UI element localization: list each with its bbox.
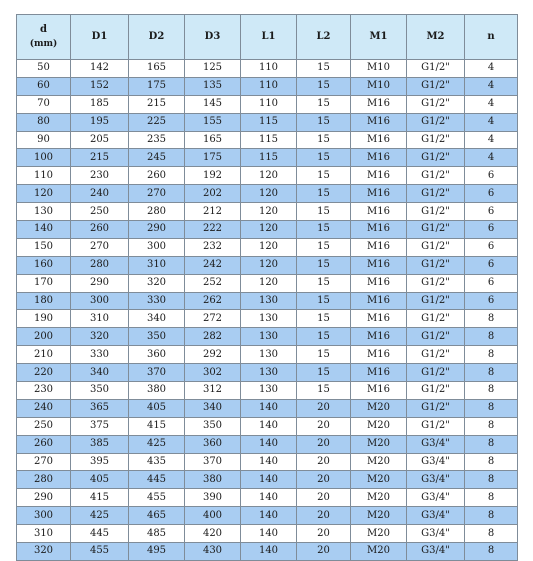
- cell-l2: 15: [297, 382, 351, 400]
- cell-l1: 140: [241, 399, 297, 417]
- cell-l2: 20: [297, 417, 351, 435]
- cell-d2: 495: [129, 543, 185, 561]
- cell-d1: 260: [71, 221, 129, 239]
- cell-m2: G1/2": [407, 149, 465, 167]
- cell-d3: 400: [185, 507, 241, 525]
- cell-m2: G1/2": [407, 238, 465, 256]
- cell-m1: M16: [351, 310, 407, 328]
- cell-d1: 375: [71, 417, 129, 435]
- table-row: [17, 185, 518, 203]
- cell-l1: 115: [241, 131, 297, 149]
- table-header: [17, 15, 518, 60]
- cell-d3: 360: [185, 435, 241, 453]
- cell-l2: 15: [297, 60, 351, 78]
- cell-d1: 185: [71, 95, 129, 113]
- cell-n: 8: [465, 543, 518, 561]
- cell-l2: 15: [297, 310, 351, 328]
- cell-d1: 455: [71, 543, 129, 561]
- cell-d3: 202: [185, 185, 241, 203]
- cell-n: 8: [465, 364, 518, 382]
- table-row: [17, 203, 518, 221]
- cell-m2: G1/2": [407, 221, 465, 239]
- table-row: [17, 471, 518, 489]
- cell-n: 4: [465, 113, 518, 131]
- cell-l2: 15: [297, 328, 351, 346]
- cell-n: 8: [465, 399, 518, 417]
- header-row: [17, 15, 518, 60]
- cell-d2: 320: [129, 274, 185, 292]
- cell-l2: 20: [297, 543, 351, 561]
- cell-d1: 205: [71, 131, 129, 149]
- cell-l2: 15: [297, 346, 351, 364]
- cell-d3: 125: [185, 60, 241, 78]
- cell-d1: 395: [71, 453, 129, 471]
- cell-n: 8: [465, 417, 518, 435]
- cell-d: 250: [17, 417, 71, 435]
- cell-d3: 390: [185, 489, 241, 507]
- cell-d: 280: [17, 471, 71, 489]
- cell-l1: 130: [241, 328, 297, 346]
- cell-d: 100: [17, 149, 71, 167]
- cell-l1: 110: [241, 95, 297, 113]
- cell-l2: 20: [297, 507, 351, 525]
- table-row: [17, 95, 518, 113]
- cell-d2: 280: [129, 203, 185, 221]
- cell-d1: 445: [71, 525, 129, 543]
- cell-d1: 142: [71, 60, 129, 78]
- cell-n: 4: [465, 77, 518, 95]
- table-row: [17, 382, 518, 400]
- cell-n: 8: [465, 525, 518, 543]
- cell-l1: 140: [241, 453, 297, 471]
- cell-n: 6: [465, 221, 518, 239]
- cell-m2: G1/2": [407, 60, 465, 78]
- cell-m1: M20: [351, 471, 407, 489]
- cell-n: 6: [465, 256, 518, 274]
- cell-d3: 192: [185, 167, 241, 185]
- table-row: [17, 543, 518, 561]
- table-row: [17, 507, 518, 525]
- table-row: [17, 346, 518, 364]
- cell-l1: 130: [241, 382, 297, 400]
- cell-d: 90: [17, 131, 71, 149]
- cell-d3: 222: [185, 221, 241, 239]
- cell-n: 8: [465, 328, 518, 346]
- cell-d3: 165: [185, 131, 241, 149]
- cell-l1: 110: [241, 77, 297, 95]
- cell-l2: 20: [297, 489, 351, 507]
- cell-m2: G3/4": [407, 489, 465, 507]
- cell-l1: 130: [241, 310, 297, 328]
- cell-m1: M16: [351, 346, 407, 364]
- cell-l2: 15: [297, 185, 351, 203]
- cell-d: 80: [17, 113, 71, 131]
- cell-n: 8: [465, 471, 518, 489]
- cell-l1: 130: [241, 346, 297, 364]
- dimension-table: [16, 14, 518, 561]
- cell-d3: 145: [185, 95, 241, 113]
- cell-l2: 20: [297, 525, 351, 543]
- cell-d1: 300: [71, 292, 129, 310]
- cell-d3: 135: [185, 77, 241, 95]
- cell-d2: 165: [129, 60, 185, 78]
- cell-d2: 310: [129, 256, 185, 274]
- cell-d2: 360: [129, 346, 185, 364]
- cell-d1: 240: [71, 185, 129, 203]
- cell-d2: 485: [129, 525, 185, 543]
- cell-d2: 350: [129, 328, 185, 346]
- cell-m2: G1/2": [407, 256, 465, 274]
- spec-sheet: [16, 14, 517, 561]
- cell-n: 4: [465, 95, 518, 113]
- cell-d: 320: [17, 543, 71, 561]
- cell-d1: 385: [71, 435, 129, 453]
- cell-d2: 425: [129, 435, 185, 453]
- cell-d: 160: [17, 256, 71, 274]
- cell-l1: 120: [241, 185, 297, 203]
- cell-m1: M16: [351, 364, 407, 382]
- cell-m1: M16: [351, 167, 407, 185]
- cell-m2: G1/2": [407, 364, 465, 382]
- cell-l2: 15: [297, 77, 351, 95]
- header-cell-d1: D1: [71, 15, 129, 60]
- table-row: [17, 60, 518, 78]
- cell-d1: 250: [71, 203, 129, 221]
- cell-d2: 270: [129, 185, 185, 203]
- table-row: [17, 525, 518, 543]
- header-cell-m1: M1: [351, 15, 407, 60]
- table-row: [17, 274, 518, 292]
- cell-m2: G1/2": [407, 382, 465, 400]
- cell-d2: 235: [129, 131, 185, 149]
- cell-d1: 195: [71, 113, 129, 131]
- cell-l2: 20: [297, 399, 351, 417]
- cell-m1: M20: [351, 507, 407, 525]
- cell-l1: 130: [241, 292, 297, 310]
- cell-d2: 370: [129, 364, 185, 382]
- cell-d: 310: [17, 525, 71, 543]
- table-row: [17, 417, 518, 435]
- cell-d2: 340: [129, 310, 185, 328]
- cell-m2: G1/2": [407, 328, 465, 346]
- cell-d3: 262: [185, 292, 241, 310]
- cell-d2: 300: [129, 238, 185, 256]
- cell-l2: 20: [297, 435, 351, 453]
- cell-d: 260: [17, 435, 71, 453]
- cell-l1: 120: [241, 256, 297, 274]
- cell-d3: 252: [185, 274, 241, 292]
- cell-d3: 340: [185, 399, 241, 417]
- header-cell-n: n: [465, 15, 518, 60]
- cell-l2: 15: [297, 238, 351, 256]
- cell-d3: 155: [185, 113, 241, 131]
- cell-l2: 15: [297, 113, 351, 131]
- cell-d2: 380: [129, 382, 185, 400]
- cell-n: 6: [465, 167, 518, 185]
- cell-d2: 465: [129, 507, 185, 525]
- cell-l1: 140: [241, 525, 297, 543]
- cell-d2: 215: [129, 95, 185, 113]
- cell-n: 6: [465, 203, 518, 221]
- cell-n: 8: [465, 453, 518, 471]
- cell-d: 240: [17, 399, 71, 417]
- cell-d1: 330: [71, 346, 129, 364]
- cell-d: 50: [17, 60, 71, 78]
- cell-n: 6: [465, 185, 518, 203]
- cell-d1: 290: [71, 274, 129, 292]
- cell-d: 200: [17, 328, 71, 346]
- cell-l1: 120: [241, 274, 297, 292]
- cell-m1: M16: [351, 221, 407, 239]
- cell-l1: 140: [241, 489, 297, 507]
- cell-m1: M16: [351, 203, 407, 221]
- cell-l1: 140: [241, 507, 297, 525]
- header-cell-d3: D3: [185, 15, 241, 60]
- cell-l1: 115: [241, 113, 297, 131]
- cell-d3: 370: [185, 453, 241, 471]
- cell-d1: 310: [71, 310, 129, 328]
- cell-n: 6: [465, 274, 518, 292]
- cell-m1: M20: [351, 453, 407, 471]
- cell-d3: 302: [185, 364, 241, 382]
- header-cell-m2: M2: [407, 15, 465, 60]
- cell-d: 180: [17, 292, 71, 310]
- cell-d3: 175: [185, 149, 241, 167]
- cell-m1: M20: [351, 525, 407, 543]
- cell-d1: 152: [71, 77, 129, 95]
- cell-n: 8: [465, 435, 518, 453]
- cell-d: 150: [17, 238, 71, 256]
- cell-d3: 272: [185, 310, 241, 328]
- cell-m2: G1/2": [407, 292, 465, 310]
- table-row: [17, 131, 518, 149]
- cell-d2: 445: [129, 471, 185, 489]
- header-unit: (mm): [29, 39, 58, 49]
- cell-m2: G1/2": [407, 399, 465, 417]
- cell-d2: 225: [129, 113, 185, 131]
- cell-d: 170: [17, 274, 71, 292]
- cell-n: 8: [465, 346, 518, 364]
- cell-d: 190: [17, 310, 71, 328]
- cell-l2: 20: [297, 471, 351, 489]
- cell-l2: 15: [297, 364, 351, 382]
- cell-d2: 435: [129, 453, 185, 471]
- cell-d: 300: [17, 507, 71, 525]
- cell-m1: M16: [351, 274, 407, 292]
- cell-d2: 405: [129, 399, 185, 417]
- cell-d2: 415: [129, 417, 185, 435]
- cell-d2: 175: [129, 77, 185, 95]
- header-cell-l2: L2: [297, 15, 351, 60]
- table-row: [17, 167, 518, 185]
- cell-d: 230: [17, 382, 71, 400]
- cell-d: 220: [17, 364, 71, 382]
- cell-m2: G1/2": [407, 185, 465, 203]
- table-row: [17, 328, 518, 346]
- cell-l2: 15: [297, 256, 351, 274]
- cell-d1: 270: [71, 238, 129, 256]
- cell-m2: G3/4": [407, 435, 465, 453]
- cell-m2: G1/2": [407, 167, 465, 185]
- cell-d: 140: [17, 221, 71, 239]
- cell-d: 130: [17, 203, 71, 221]
- cell-m1: M16: [351, 256, 407, 274]
- cell-l2: 15: [297, 274, 351, 292]
- cell-n: 4: [465, 149, 518, 167]
- cell-l1: 140: [241, 471, 297, 489]
- cell-m2: G3/4": [407, 453, 465, 471]
- cell-m2: G3/4": [407, 543, 465, 561]
- cell-d3: 242: [185, 256, 241, 274]
- cell-m2: G1/2": [407, 346, 465, 364]
- cell-m1: M16: [351, 95, 407, 113]
- header-label: d: [40, 24, 47, 35]
- table-row: [17, 149, 518, 167]
- cell-d2: 290: [129, 221, 185, 239]
- cell-d1: 320: [71, 328, 129, 346]
- cell-m1: M10: [351, 60, 407, 78]
- cell-d2: 260: [129, 167, 185, 185]
- cell-d3: 312: [185, 382, 241, 400]
- cell-m2: G1/2": [407, 77, 465, 95]
- cell-n: 4: [465, 60, 518, 78]
- cell-d1: 415: [71, 489, 129, 507]
- cell-l1: 140: [241, 435, 297, 453]
- cell-m2: G1/2": [407, 113, 465, 131]
- table-row: [17, 256, 518, 274]
- cell-l2: 15: [297, 292, 351, 310]
- cell-l2: 15: [297, 95, 351, 113]
- cell-l1: 140: [241, 543, 297, 561]
- cell-l2: 15: [297, 221, 351, 239]
- cell-d1: 340: [71, 364, 129, 382]
- table-row: [17, 364, 518, 382]
- cell-d3: 430: [185, 543, 241, 561]
- cell-m1: M16: [351, 131, 407, 149]
- table-row: [17, 435, 518, 453]
- cell-m1: M16: [351, 238, 407, 256]
- cell-d: 270: [17, 453, 71, 471]
- cell-m2: G1/2": [407, 310, 465, 328]
- cell-d2: 455: [129, 489, 185, 507]
- cell-d3: 232: [185, 238, 241, 256]
- cell-l1: 120: [241, 167, 297, 185]
- cell-l2: 15: [297, 203, 351, 221]
- table-row: [17, 489, 518, 507]
- cell-d3: 350: [185, 417, 241, 435]
- cell-m1: M20: [351, 417, 407, 435]
- cell-m1: M20: [351, 399, 407, 417]
- cell-d1: 365: [71, 399, 129, 417]
- cell-m1: M16: [351, 113, 407, 131]
- header-cell-d: [17, 15, 71, 60]
- cell-l1: 120: [241, 238, 297, 256]
- cell-l2: 15: [297, 167, 351, 185]
- cell-m2: G1/2": [407, 131, 465, 149]
- cell-l1: 110: [241, 60, 297, 78]
- cell-m1: M20: [351, 543, 407, 561]
- table-row: [17, 399, 518, 417]
- cell-n: 6: [465, 238, 518, 256]
- cell-m1: M16: [351, 292, 407, 310]
- table-row: [17, 221, 518, 239]
- cell-d: 60: [17, 77, 71, 95]
- cell-d: 110: [17, 167, 71, 185]
- cell-d: 210: [17, 346, 71, 364]
- cell-d3: 420: [185, 525, 241, 543]
- cell-l1: 130: [241, 364, 297, 382]
- cell-d: 290: [17, 489, 71, 507]
- cell-l1: 120: [241, 203, 297, 221]
- cell-m1: M16: [351, 149, 407, 167]
- cell-m2: G1/2": [407, 417, 465, 435]
- cell-l1: 140: [241, 417, 297, 435]
- cell-m2: G3/4": [407, 471, 465, 489]
- table-row: [17, 453, 518, 471]
- table-row: [17, 310, 518, 328]
- cell-m1: M20: [351, 435, 407, 453]
- cell-n: 8: [465, 507, 518, 525]
- cell-m1: M20: [351, 489, 407, 507]
- cell-m1: M16: [351, 328, 407, 346]
- cell-n: 4: [465, 131, 518, 149]
- cell-l1: 120: [241, 221, 297, 239]
- cell-m2: G1/2": [407, 203, 465, 221]
- cell-d3: 292: [185, 346, 241, 364]
- cell-l2: 20: [297, 453, 351, 471]
- cell-l2: 15: [297, 149, 351, 167]
- table-row: [17, 292, 518, 310]
- cell-m2: G3/4": [407, 507, 465, 525]
- cell-d3: 212: [185, 203, 241, 221]
- cell-l1: 115: [241, 149, 297, 167]
- cell-m1: M10: [351, 77, 407, 95]
- cell-d1: 280: [71, 256, 129, 274]
- cell-d1: 230: [71, 167, 129, 185]
- cell-n: 6: [465, 292, 518, 310]
- cell-d3: 380: [185, 471, 241, 489]
- table-row: [17, 113, 518, 131]
- cell-d: 70: [17, 95, 71, 113]
- cell-d2: 330: [129, 292, 185, 310]
- header-cell-d2: D2: [129, 15, 185, 60]
- cell-n: 8: [465, 382, 518, 400]
- cell-n: 8: [465, 310, 518, 328]
- cell-d1: 405: [71, 471, 129, 489]
- header-cell-l1: L1: [241, 15, 297, 60]
- table-row: [17, 238, 518, 256]
- cell-m2: G1/2": [407, 95, 465, 113]
- cell-m2: G3/4": [407, 525, 465, 543]
- table-body: [17, 60, 518, 561]
- cell-n: 8: [465, 489, 518, 507]
- cell-d2: 245: [129, 149, 185, 167]
- cell-d1: 215: [71, 149, 129, 167]
- cell-d: 120: [17, 185, 71, 203]
- cell-l2: 15: [297, 131, 351, 149]
- cell-d3: 282: [185, 328, 241, 346]
- table-row: [17, 77, 518, 95]
- cell-m2: G1/2": [407, 274, 465, 292]
- cell-d1: 425: [71, 507, 129, 525]
- cell-m1: M16: [351, 382, 407, 400]
- cell-m1: M16: [351, 185, 407, 203]
- cell-d1: 350: [71, 382, 129, 400]
